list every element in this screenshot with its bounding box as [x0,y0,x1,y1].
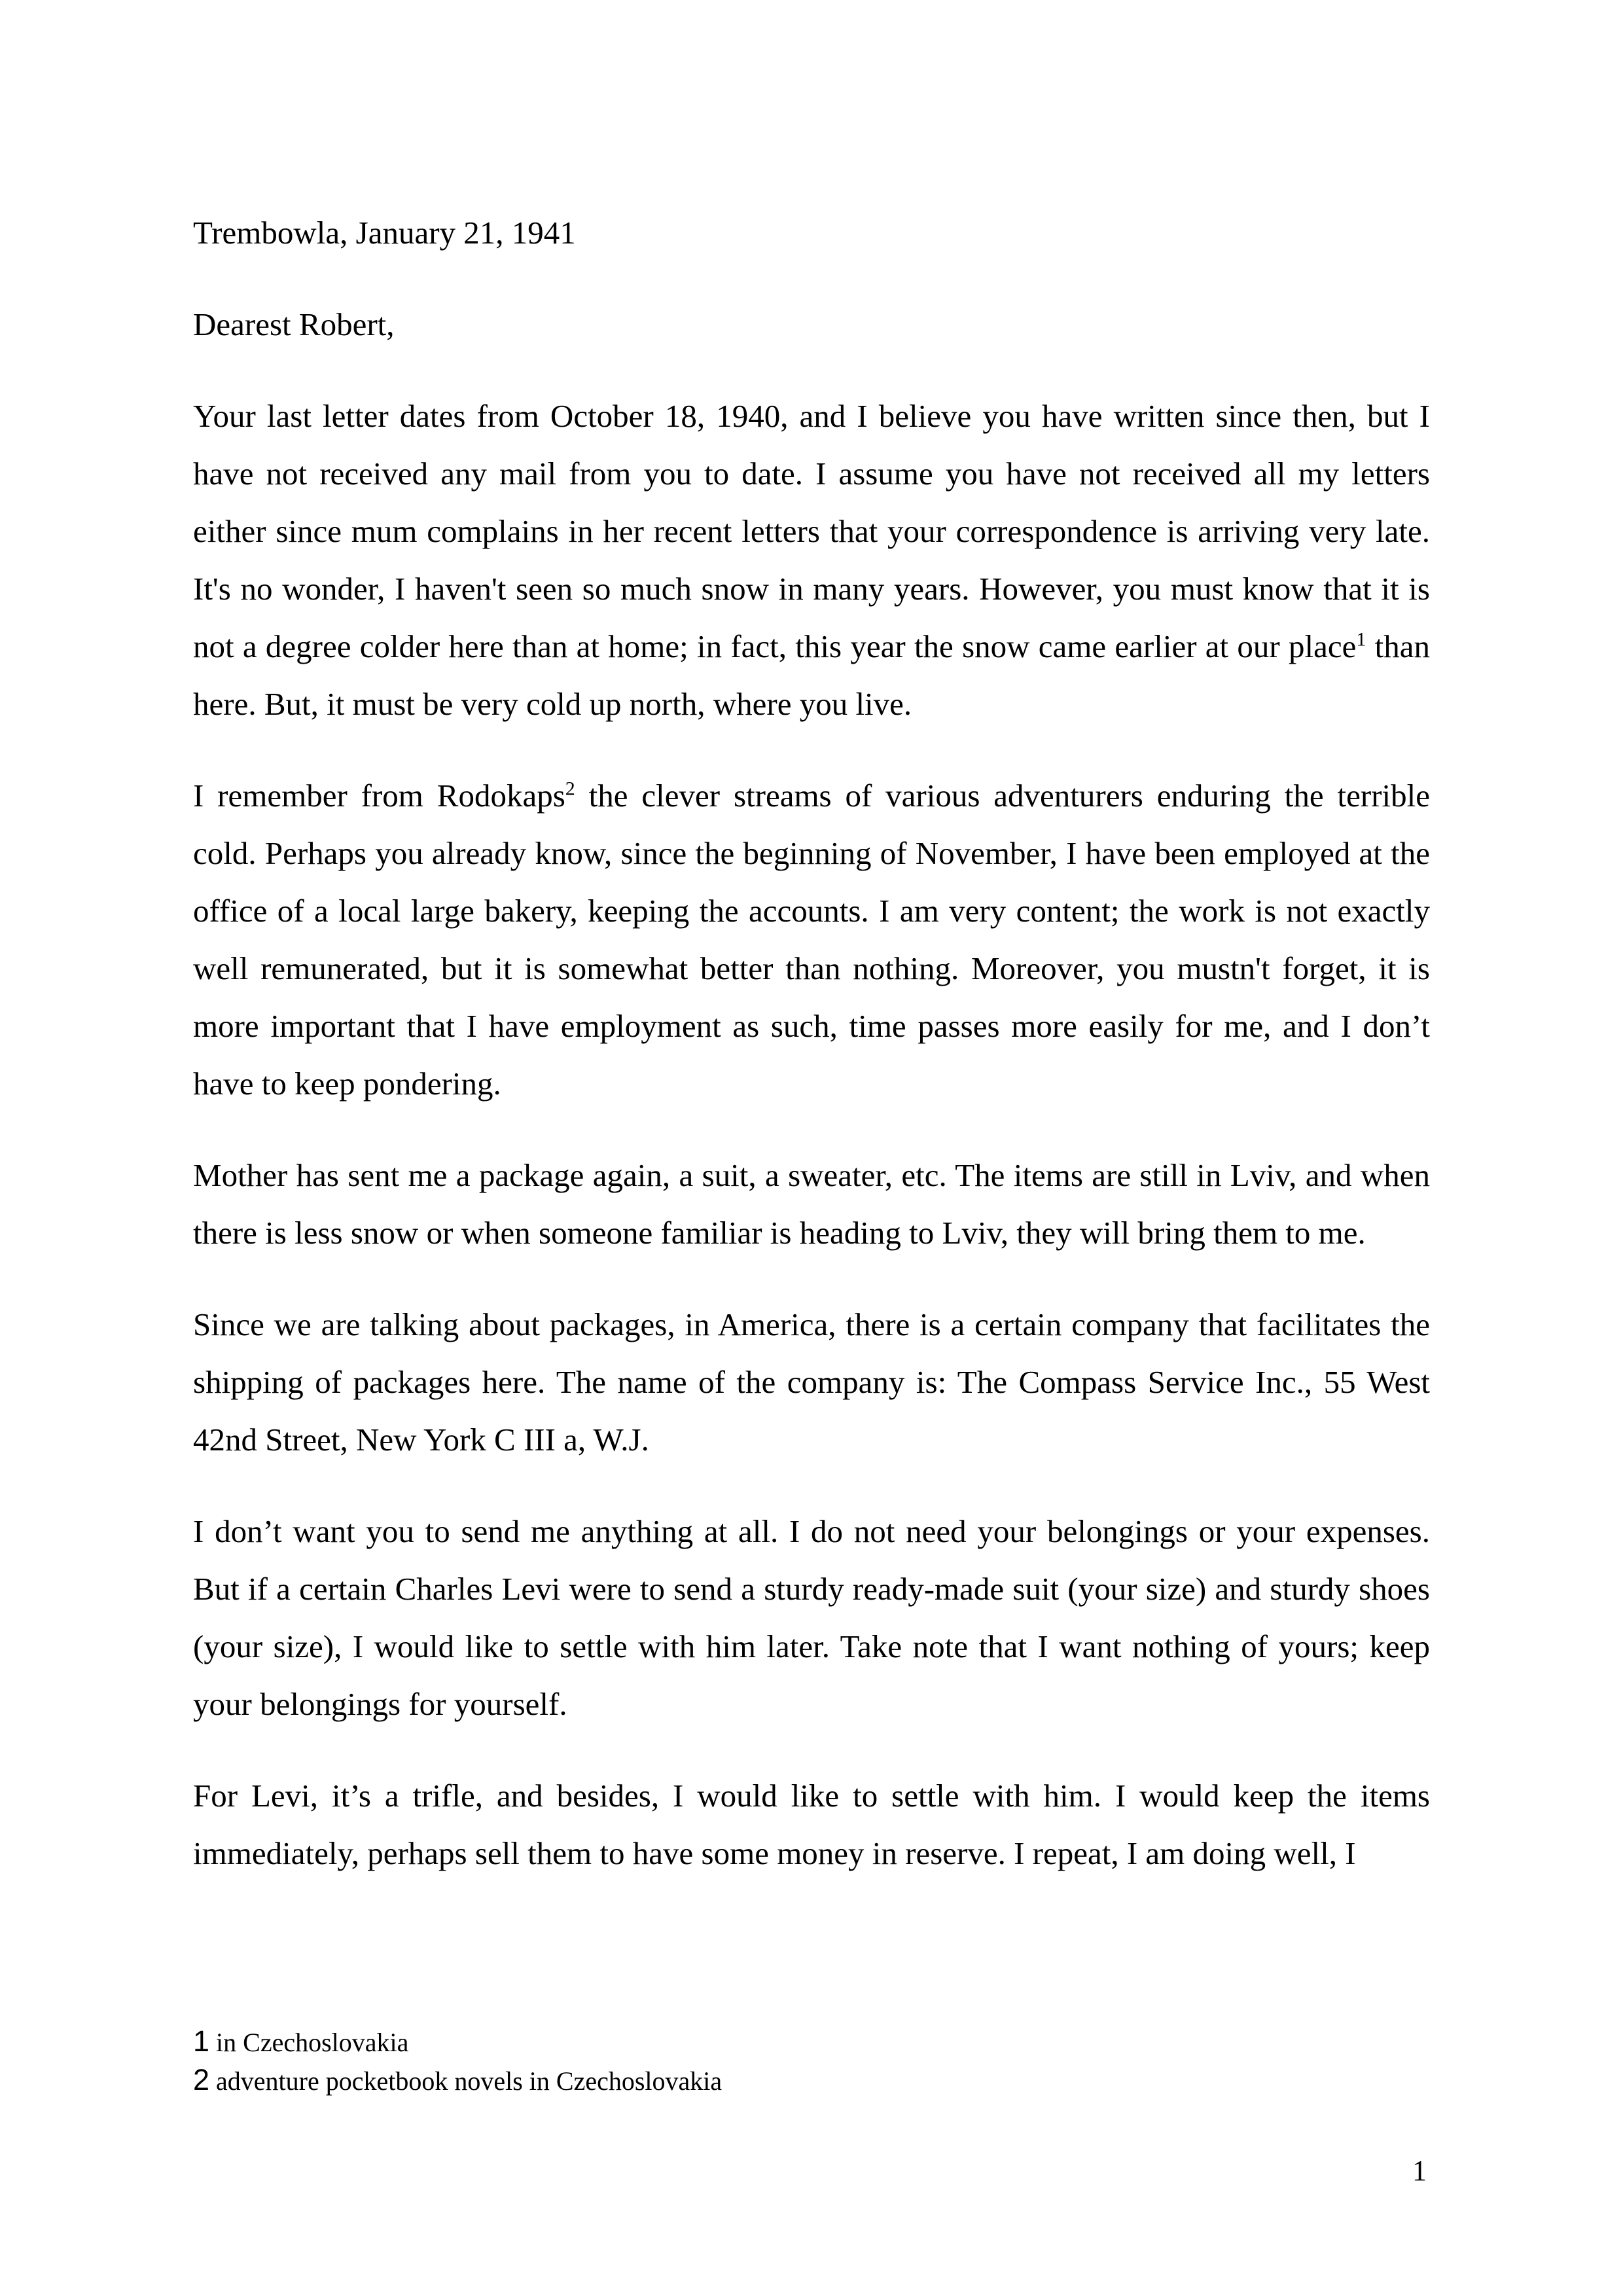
footnote-reference: 1 [1356,628,1366,651]
paragraph-text: than here. But, it must be very cold up north, where you live. [193,628,1430,722]
paragraph [193,767,1430,1113]
paragraph [193,1147,1430,1262]
footnote [193,2061,1430,2100]
salutation: Dearest Robert, [193,306,395,342]
paragraph-text: Your last letter dates from October 18, 1940, and I believe you have written since then, but I have not received any mail from you to date. I assume you have not received all my letters either since mum complains in her recent letters that your correspondence is arriving very late. It's no wonder, I haven't seen so much snow in many years. However, you must know that it is not a degree colder here than at home; in fact, this year the snow came earlier at our place [193,398,1430,664]
footnote-marker: 1 [193,2024,210,2058]
footnote-reference: 2 [565,778,575,800]
paragraph-text: For Levi, it’s a trifle, and besides, I would like to settle with him. I would keep the items immediately, perhaps sell them to have some money in reserve. I repeat, I am doing well, I [193,1778,1430,1871]
paragraph-text: I don’t want you to send me anything at all. I do not need your belongings or your expenses. But if a certain Charles Levi were to send a sturdy ready-made suit (your size) and sturdy shoes (your size), I would like to settle with him later. Take note that I want nothing of yours; keep your belongings for yourself. [193,1513,1430,1722]
paragraph [193,387,1430,733]
letter-body [193,387,1430,1882]
footnote [193,2022,1430,2061]
paragraph [193,1296,1430,1469]
paragraph [193,1767,1430,1882]
paragraph-text: Since we are talking about packages, in America, there is a certain company that facilitates the shipping of packages here. The name of the company is: The Compass Service Inc., 55 West 42nd Street, New York C III a, W.J. [193,1306,1430,1458]
paragraph-text: Mother has sent me a package again, a suit, a sweater, etc. The items are still in Lviv, and when there is less snow or when someone familiar is heading to Lviv, they will bring them to me. [193,1157,1430,1251]
paragraph [193,1503,1430,1733]
page-number: 1 [1412,2155,1427,2187]
dateline: Trembowla, January 21, 1941 [193,215,576,251]
footnote-text: in Czechoslovakia [216,2028,409,2057]
footnotes [193,2022,1430,2100]
paragraph-text: I remember from Rodokaps [193,778,565,814]
footnote-marker: 2 [193,2063,210,2096]
footnote-text: adventure pocketbook novels in Czechoslovakia [216,2066,722,2096]
paragraph-text: the clever streams of various adventurers enduring the terrible cold. Perhaps you already know, since the beginning of November, I have been employed at the office of a local large bakery, keeping the accounts. I am very content; the work is not exactly well remunerated, but it is somewhat better than nothing. Moreover, you mustn't forget, it is more important that I have employment as such, time passes more easily for me, and I don’t have to keep pondering. [193,778,1430,1102]
